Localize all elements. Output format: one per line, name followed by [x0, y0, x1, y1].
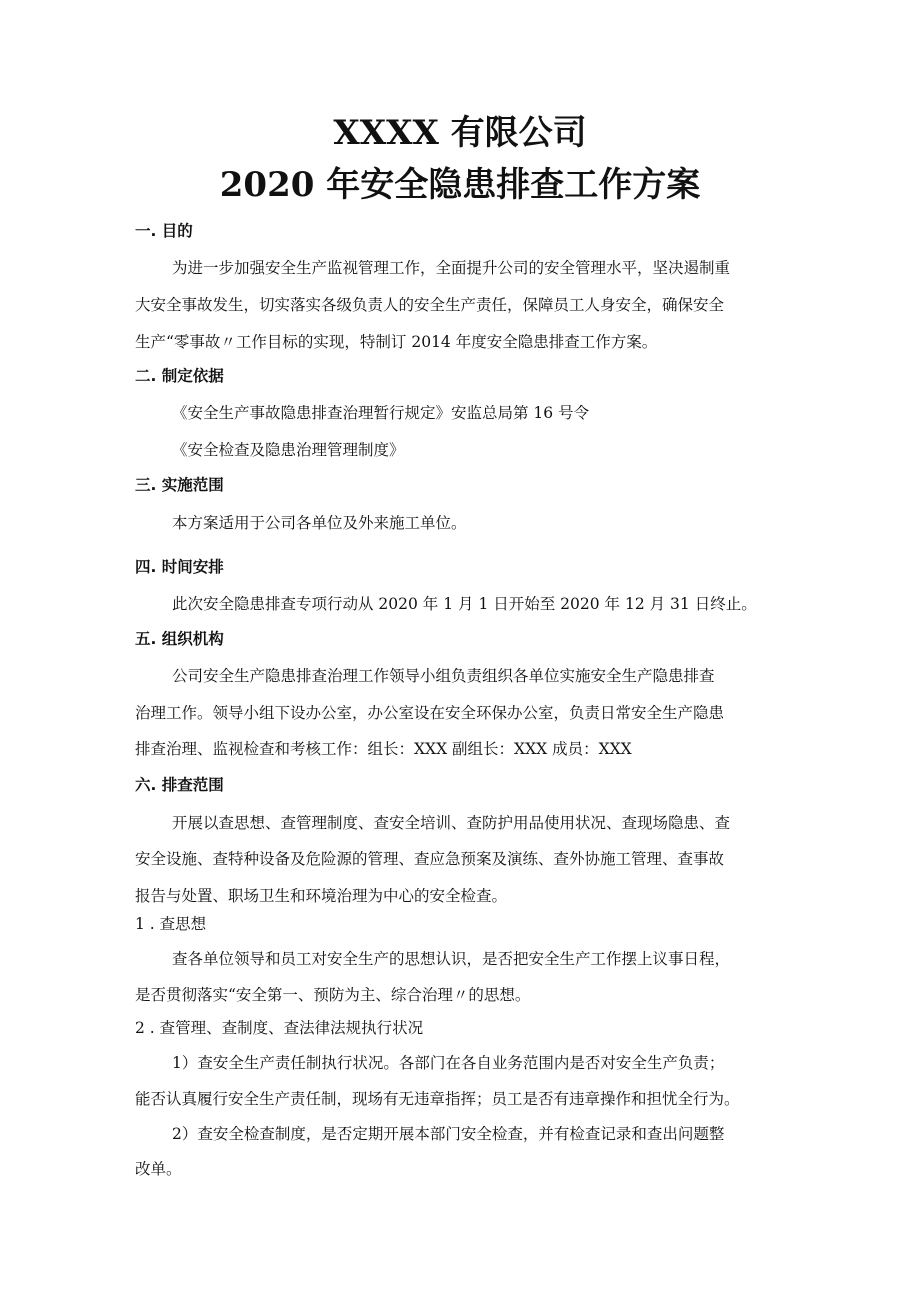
section-heading-basis: 二. 制定依据 — [135, 367, 224, 385]
paragraph-line: 排查治理、监视检查和考核工作：组长：XXX 副组长：XXX 成员：XXX — [135, 740, 632, 758]
subsection-heading-management: 2 . 查管理、查制度、查法律法规执行状况 — [135, 1019, 424, 1037]
paragraph-line: 治理工作。领导小组下设办公室，办公室设在安全环保办公室，负责日常安全生产隐患 — [135, 704, 725, 722]
document-title: 2020 年安全隐患排查工作方案 — [219, 165, 701, 205]
paragraph-line: 公司安全生产隐患排查治理工作领导小组负责组织各单位实施安全生产隐患排查 — [172, 667, 715, 685]
section-heading-schedule: 四. 时间安排 — [135, 558, 224, 576]
paragraph-line: 1）查安全生产责任制执行状况。各部门在各自业务范围内是否对安全生产负责； — [172, 1054, 725, 1072]
paragraph-line: 本方案适用于公司各单位及外来施工单位。 — [172, 514, 467, 532]
section-heading-organization: 五. 组织机构 — [135, 630, 224, 648]
paragraph-line: 查各单位领导和员工对安全生产的思想认识，是否把安全生产工作摆上议事日程， — [172, 950, 731, 968]
reference-item: 《安全生产事故隐患排查治理暂行规定》安监总局第 16 号令 — [172, 404, 590, 422]
section-heading-purpose: 一. 目的 — [135, 222, 193, 240]
paragraph-line: 为进一步加强安全生产监视管理工作，全面提升公司的安全管理水平，坚决遏制重 — [172, 259, 731, 277]
paragraph-line: 能否认真履行安全生产责任制，现场有无违章指挥；员工是否有违章操作和担忧全行为。 — [135, 1090, 740, 1108]
paragraph-line: 大安全事故发生，切实落实各级负责人的安全生产责任，保障员工人身安全，确保安全 — [135, 296, 725, 314]
paragraph-line: 安全设施、查特种设备及危险源的管理、查应急预案及演练、查外协施工管理、查事故 — [135, 850, 725, 868]
paragraph-line: 报告与处置、职场卫生和环境治理为中心的安全检查。 — [135, 887, 508, 905]
reference-item: 《安全检查及隐患治理管理制度》 — [172, 441, 405, 459]
paragraph-line: 是否贯彻落实“安全第一、预防为主、综合治理〃的思想。 — [135, 986, 531, 1004]
company-title: XXXX 有限公司 — [333, 113, 587, 153]
paragraph-line: 此次安全隐患排查专项行动从 2020 年 1 月 1 日开始至 2020 年 12 月 31 日终止。 — [172, 595, 757, 613]
paragraph-line: 改单。 — [135, 1160, 182, 1178]
paragraph-line: 开展以查思想、查管理制度、查安全培训、查防护用品使用状况、查现场隐患、查 — [172, 814, 731, 832]
section-heading-inspection-scope: 六. 排查范围 — [135, 776, 224, 794]
paragraph-line: 2）查安全检查制度，是否定期开展本部门安全检查，并有检查记录和查出问题整 — [172, 1125, 725, 1143]
section-heading-scope: 三. 实施范围 — [135, 476, 224, 494]
subsection-heading-thinking: 1 . 查思想 — [135, 915, 207, 933]
paragraph-line: 生产“零事故〃工作目标的实现，特制订 2014 年度安全隐患排查工作方案。 — [135, 333, 658, 351]
